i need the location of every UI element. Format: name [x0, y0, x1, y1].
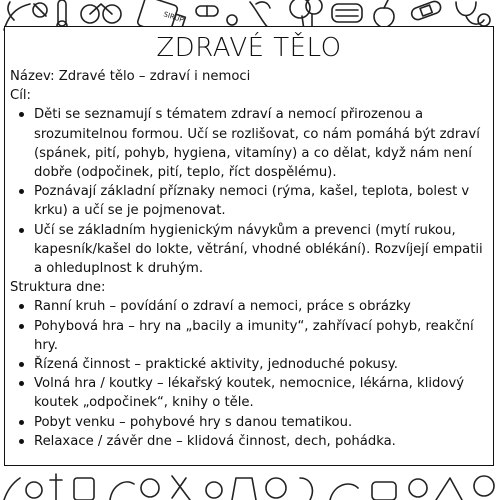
list-item: Poznávají základní příznaky nemoci (rýma, kašel, teplota, bolest v krku) a učí se je pojmenovat.: [34, 182, 488, 220]
bottom-doodle-border: [0, 464, 500, 500]
list-item: Volná hra / koutky – lékařský koutek, nemocnice, lékárna, klidový koutek „odpočinek“, knihy o těle.: [34, 374, 488, 412]
document-body: [10, 67, 488, 451]
page-title: ZDRAVÉ TĚLO: [156, 33, 342, 63]
list-item: Děti se seznamují s tématem zdraví a nemocí přirozenou a srozumitelnou formou. Učí se rozlišovat, co nám pomáhá být zdraví (spánek, pití, pohyb, hygiena, vitamíny) a co dělat, když nám není dobře (odpočinek, pití, teplo, říct dospělému).: [34, 105, 488, 182]
structure-heading: Struktura dne:: [10, 280, 106, 296]
list-item: Pohybová hra – hry na „bacily a imunity“, zahřívací pohyb, reakční hry.: [34, 317, 488, 355]
sirup-label: SIRUP: [162, 10, 185, 25]
list-item: Řízená činnost – praktické aktivity, jednoduché pokusy.: [34, 355, 488, 374]
structure-list: [10, 297, 488, 451]
list-item: Učí se základním hygienickým návykům a prevenci (mytí rukou, kapesník/kašel do lokte, větrání, vhodné oblékání). Rozvíjejí empatii a ohleduplnost k druhým.: [34, 221, 488, 279]
name-line: Název: Zdravé tělo – zdraví i nemoci: [10, 69, 251, 84]
content-card: [4, 26, 494, 466]
goal-list: [10, 105, 488, 278]
list-item: Relaxace / závěr dne – klidová činnost, dech, pohádka.: [34, 432, 488, 451]
list-item: Ranní kruh – povídání o zdraví a nemoci, práce s obrázky: [34, 297, 488, 316]
list-item: Pobyt venku – pohybové hry s danou tematikou.: [34, 413, 488, 432]
goal-heading: Cíl:: [10, 88, 31, 104]
